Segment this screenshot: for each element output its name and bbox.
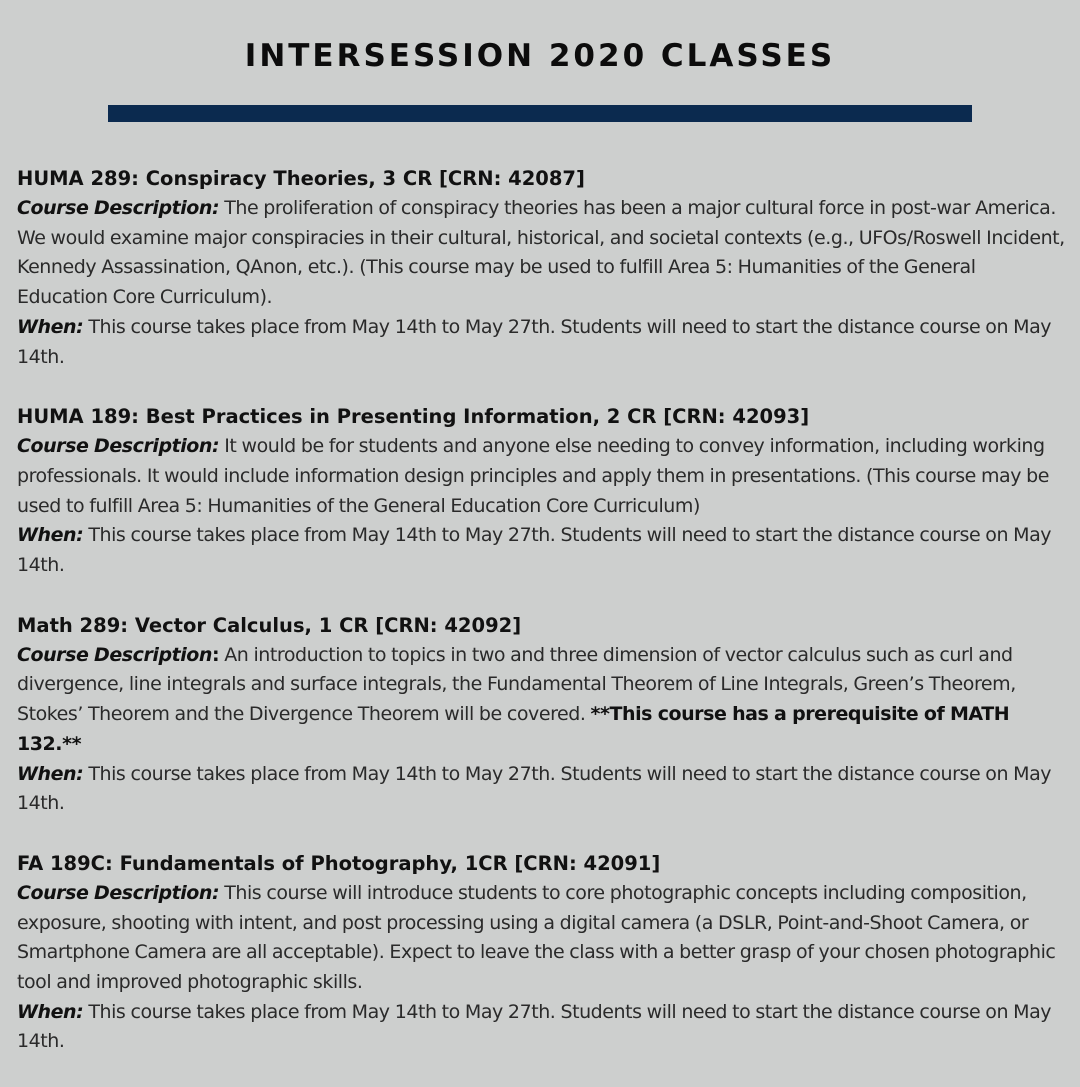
course-item <box>17 849 1067 1057</box>
course-title: Math 289: Vector Calculus, 1 CR [CRN: 42092] <box>17 613 522 637</box>
course-description-colon: : <box>212 643 220 666</box>
course-description-label: Course Description <box>17 643 212 666</box>
course-schedule-label: When: <box>17 762 84 785</box>
course-description <box>17 641 1067 760</box>
course-schedule-text: This course takes place from May 14th to May 27th. Students will need to start the distance course on May 14th. <box>17 1000 1052 1053</box>
course-schedule <box>17 313 1067 372</box>
course-description-text: It would be for students and anyone else needing to convey information, including working professionals. It would include information design principles and apply them in presentations. (This course may be used to fulfill Area 5: Humanities of the General Education Core Curriculum) <box>17 435 1049 517</box>
page-title: INTERSESSION 2020 CLASSES <box>244 38 836 74</box>
course-schedule-label: When: <box>17 1000 84 1023</box>
course-title: FA 189C: Fundamentals of Photography, 1CR [CRN: 42091] <box>17 851 661 875</box>
course-schedule <box>17 760 1067 819</box>
course-description <box>17 432 1067 521</box>
course-schedule <box>17 521 1067 580</box>
course-list <box>17 164 1067 1087</box>
course-title: HUMA 189: Best Practices in Presenting Information, 2 CR [CRN: 42093] <box>17 405 810 429</box>
title-divider <box>108 105 972 122</box>
course-description-label: Course Description: <box>17 435 220 458</box>
course-schedule-text: This course takes place from May 14th to May 27th. Students will need to start the distance course on May 14th. <box>17 524 1052 577</box>
course-title: HUMA 289: Conspiracy Theories, 3 CR [CRN: 42087] <box>17 167 585 190</box>
course-item <box>17 164 1067 372</box>
course-item <box>17 402 1067 581</box>
course-description <box>17 194 1067 313</box>
course-schedule-text: This course takes place from May 14th to May 27th. Students will need to start the distance course on May 14th. <box>17 762 1052 815</box>
course-schedule <box>17 998 1067 1057</box>
course-schedule-label: When: <box>17 315 84 338</box>
course-description-text: This course will introduce students to core photographic concepts including composition, exposure, shooting with intent, and post processing using a digital camera (a DSLR, Point-and-Shoot Camera, or Smartphone Camera are all acceptable). Expect to leave the class with a better grasp of your chosen photographic tool and improved photographic skills. <box>17 881 1056 994</box>
title-divider-bar <box>108 105 972 122</box>
course-description <box>17 879 1067 998</box>
course-prerequisite: **This course has a prerequisite of MATH 132.** <box>17 703 1010 755</box>
course-description-label: Course Description: <box>17 197 220 219</box>
course-item <box>17 611 1067 819</box>
course-description-label: Course Description: <box>17 881 220 904</box>
course-schedule-label: When: <box>17 524 84 547</box>
course-schedule-text: This course takes place from May 14th to May 27th. Students will need to start the distance course on May 14th. <box>17 315 1052 368</box>
course-description-text: The proliferation of conspiracy theories has been a major cultural force in post-war America. We would examine major conspiracies in their cultural, historical, and societal contexts (e.g., UFOs/Roswell Incident, Kennedy Assassination, QAnon, etc.). (This course may be used to fulfill Area 5: Humanities of the General Education Core Curriculum). <box>17 197 1065 309</box>
course-description-text: An introduction to topics in two and three dimension of vector calculus such as curl and divergence, line integrals and surface integrals, the Fundamental Theorem of Line Integrals, Green’s Theorem, Stokes’ Theorem and the Divergence Theorem will be covered. <box>17 643 1016 726</box>
